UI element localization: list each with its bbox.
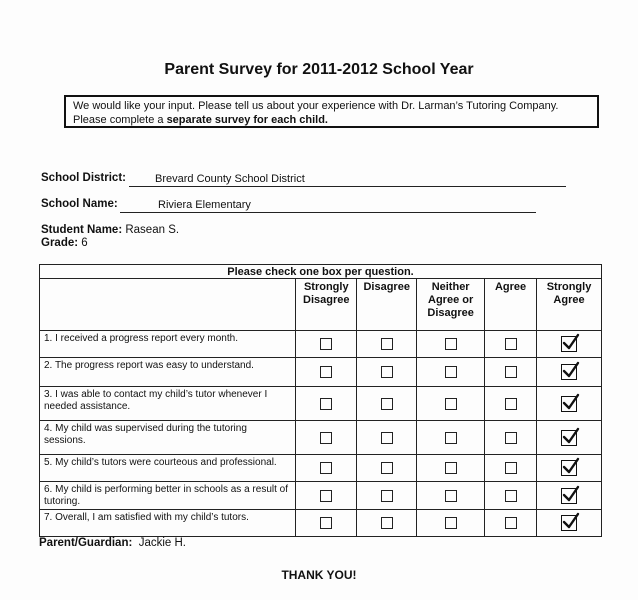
checkmark-icon xyxy=(561,360,581,380)
answer-cell xyxy=(357,387,417,421)
column-header: Strongly Disagree xyxy=(296,279,357,331)
intro-line-2-prefix: Please complete a xyxy=(73,114,167,126)
answer-cell xyxy=(485,421,537,455)
question-text: 3. I was able to contact my child’s tutor whenever I needed assistance. xyxy=(40,387,296,421)
answer-cell xyxy=(537,455,602,482)
checkbox[interactable] xyxy=(505,432,517,444)
checkbox[interactable] xyxy=(445,432,457,444)
question-text: 4. My child was supervised during the tutoring sessions. xyxy=(40,421,296,455)
answer-cell xyxy=(537,510,602,537)
checkbox[interactable] xyxy=(505,366,517,378)
answer-cell xyxy=(296,358,357,387)
checked-checkbox[interactable] xyxy=(561,396,577,412)
intro-line-2-bold: separate survey for each child. xyxy=(166,114,328,126)
table-row xyxy=(40,482,602,510)
checkbox[interactable] xyxy=(320,398,332,410)
answer-cell xyxy=(485,387,537,421)
table-row xyxy=(40,331,602,358)
school-district-label: School District: xyxy=(41,172,126,184)
checkbox[interactable] xyxy=(320,517,332,529)
answer-cell xyxy=(485,455,537,482)
checked-checkbox[interactable] xyxy=(561,336,577,352)
answer-cell xyxy=(537,421,602,455)
checkmark-icon xyxy=(561,484,581,504)
checkbox[interactable] xyxy=(505,490,517,502)
table-row xyxy=(40,358,602,387)
checkbox[interactable] xyxy=(381,398,393,410)
answer-cell xyxy=(417,455,485,482)
answer-cell xyxy=(537,358,602,387)
question-text: 2. The progress report was easy to understand. xyxy=(40,358,296,387)
answer-cell xyxy=(357,421,417,455)
answer-cell xyxy=(537,331,602,358)
checkmark-icon xyxy=(561,511,581,531)
checkmark-icon xyxy=(561,456,581,476)
answer-cell xyxy=(485,510,537,537)
answer-cell xyxy=(417,358,485,387)
checkbox[interactable] xyxy=(381,517,393,529)
grade-row xyxy=(41,237,88,249)
question-text: 5. My child’s tutors were courteous and professional. xyxy=(40,455,296,482)
checkbox[interactable] xyxy=(445,366,457,378)
question-text: 6. My child is performing better in schools as a result of tutoring. xyxy=(40,482,296,510)
answer-cell xyxy=(296,331,357,358)
table-banner: Please check one box per question. xyxy=(40,265,602,279)
checkbox[interactable] xyxy=(505,398,517,410)
answer-cell xyxy=(417,421,485,455)
checked-checkbox[interactable] xyxy=(561,364,577,380)
answer-cell xyxy=(357,510,417,537)
checkbox[interactable] xyxy=(320,462,332,474)
answer-cell xyxy=(537,387,602,421)
answer-cell xyxy=(357,358,417,387)
checked-checkbox[interactable] xyxy=(561,430,577,446)
checkbox[interactable] xyxy=(320,338,332,350)
answer-cell xyxy=(485,358,537,387)
checkbox[interactable] xyxy=(381,366,393,378)
student-name-label: Student Name: xyxy=(41,224,123,236)
checkmark-icon xyxy=(561,332,581,352)
table-row xyxy=(40,421,602,455)
checkbox[interactable] xyxy=(445,462,457,474)
thank-you-text: THANK YOU! xyxy=(281,568,357,582)
grade-value: 6 xyxy=(81,237,88,249)
checkbox[interactable] xyxy=(381,490,393,502)
checked-checkbox[interactable] xyxy=(561,460,577,476)
checked-checkbox[interactable] xyxy=(561,488,577,504)
answer-cell xyxy=(417,482,485,510)
intro-box xyxy=(64,95,599,128)
checked-checkbox[interactable] xyxy=(561,515,577,531)
column-header: Disagree xyxy=(357,279,417,331)
answer-cell xyxy=(537,482,602,510)
school-name-field[interactable] xyxy=(120,198,536,213)
checkbox[interactable] xyxy=(320,366,332,378)
answer-cell xyxy=(485,482,537,510)
table-row xyxy=(40,387,602,421)
column-header: Strongly Agree xyxy=(537,279,602,331)
checkbox[interactable] xyxy=(445,490,457,502)
school-district-value: Brevard County School District xyxy=(155,173,305,185)
checkbox[interactable] xyxy=(381,462,393,474)
question-text: 7. Overall, I am satisfied with my child’s tutors. xyxy=(40,510,296,537)
answer-cell xyxy=(357,455,417,482)
answer-cell xyxy=(417,331,485,358)
checkbox[interactable] xyxy=(445,398,457,410)
answer-cell xyxy=(485,331,537,358)
answer-cell xyxy=(417,387,485,421)
grade-label: Grade: xyxy=(41,237,79,249)
question-text: 1. I received a progress report every month. xyxy=(40,331,296,358)
checkmark-icon xyxy=(561,426,581,446)
intro-line-2 xyxy=(73,113,590,127)
school-name-value: Riviera Elementary xyxy=(158,199,251,211)
school-district-field[interactable] xyxy=(129,172,566,187)
checkbox[interactable] xyxy=(505,462,517,474)
answer-cell xyxy=(296,510,357,537)
answer-cell xyxy=(296,387,357,421)
checkbox[interactable] xyxy=(445,517,457,529)
parent-guardian-value: Jackie H. xyxy=(138,537,186,549)
parent-guardian-row xyxy=(39,537,186,549)
question-rows xyxy=(40,331,602,537)
intro-line-1: We would like your input. Please tell us about your experience with Dr. Larman’s Tutoring Company. xyxy=(73,100,559,112)
table-row xyxy=(40,455,602,482)
answer-cell xyxy=(357,482,417,510)
survey-table xyxy=(39,264,602,537)
parent-guardian-label: Parent/Guardian: xyxy=(39,537,133,549)
checkmark-icon xyxy=(561,392,581,412)
answer-cell xyxy=(296,482,357,510)
question-header xyxy=(40,279,296,331)
checkbox[interactable] xyxy=(505,338,517,350)
answer-cell xyxy=(296,421,357,455)
student-name-row xyxy=(41,224,179,236)
page-title: Parent Survey for 2011-2012 School Year xyxy=(164,61,474,78)
checkbox[interactable] xyxy=(320,432,332,444)
answer-cell xyxy=(417,510,485,537)
checkbox[interactable] xyxy=(445,338,457,350)
checkbox[interactable] xyxy=(320,490,332,502)
checkbox[interactable] xyxy=(505,517,517,529)
student-name-value: Rasean S. xyxy=(125,224,180,236)
checkbox[interactable] xyxy=(381,432,393,444)
answer-cell xyxy=(296,455,357,482)
table-row xyxy=(40,510,602,537)
school-name-label: School Name: xyxy=(41,198,118,210)
answer-cell xyxy=(357,331,417,358)
column-header: Agree xyxy=(485,279,537,331)
checkbox[interactable] xyxy=(381,338,393,350)
column-header: Neither Agree or Disagree xyxy=(417,279,485,331)
